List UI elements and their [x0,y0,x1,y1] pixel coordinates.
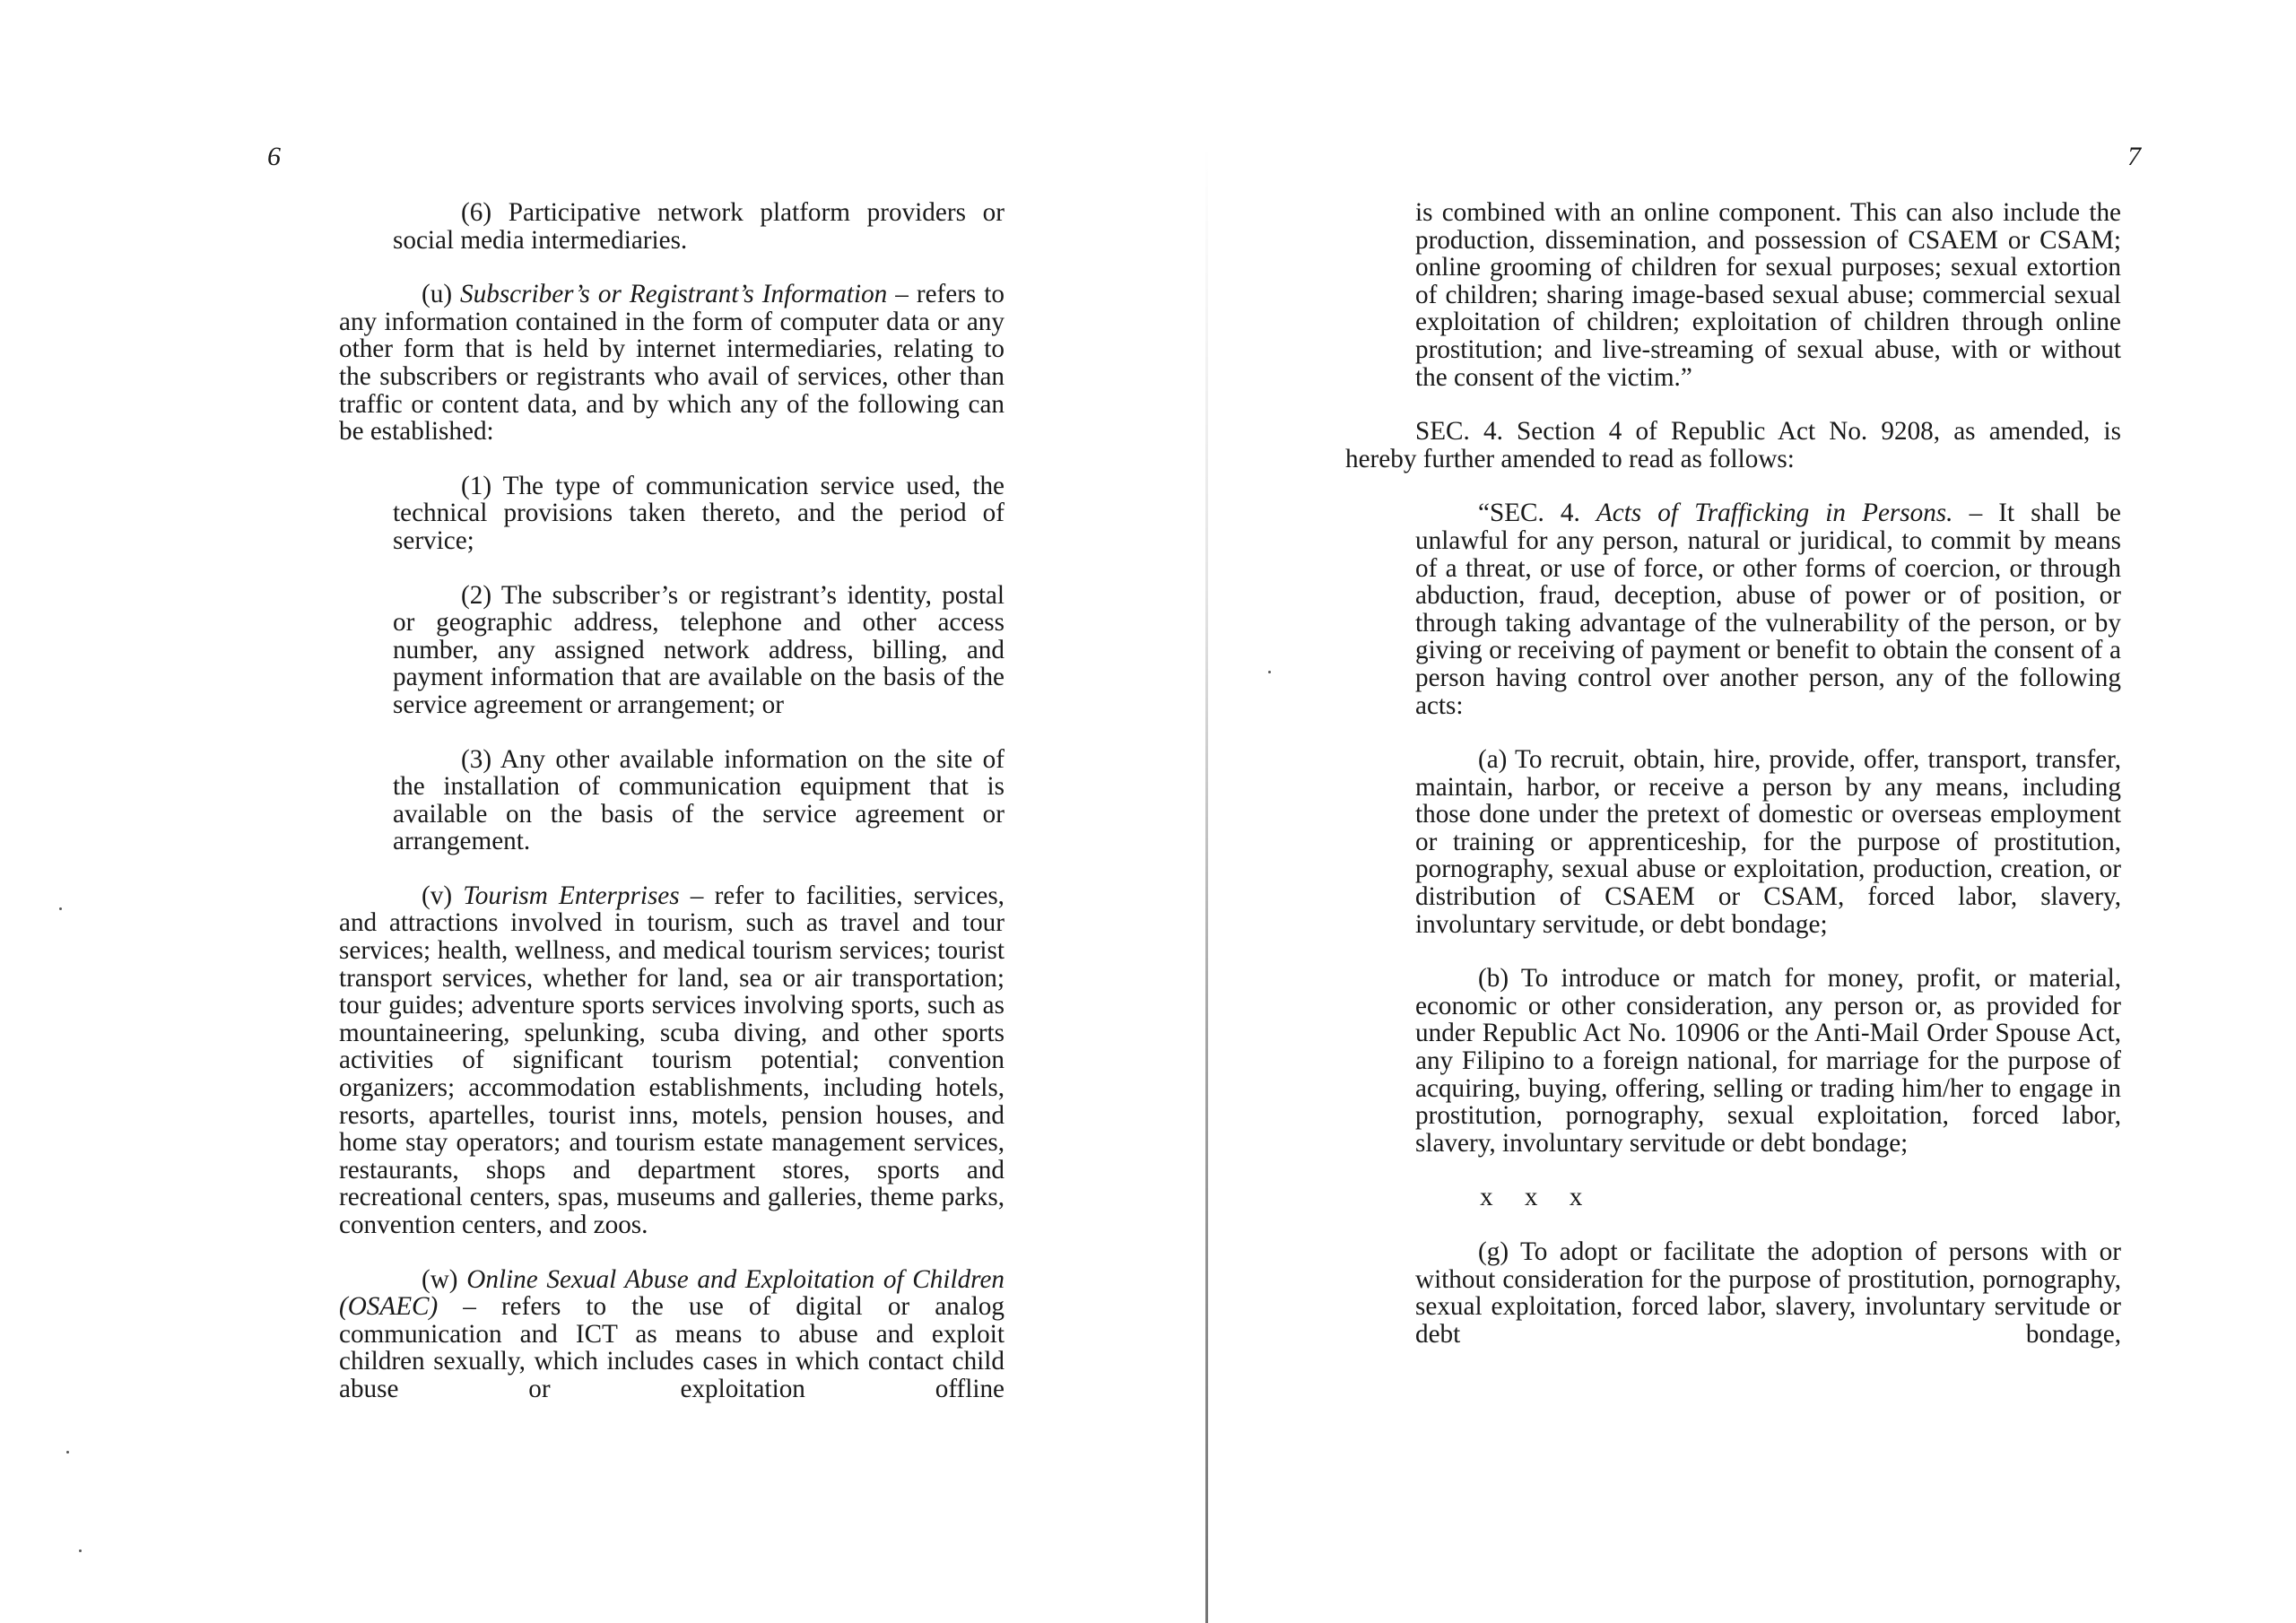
left-page-column [339,199,1004,1430]
term-acts-of-trafficking: Acts of Trafficking in Persons. [1596,499,1953,528]
paragraph-g: (g) To adopt or facilitate the adoption of persons with or without consideration for the purpose of prostitution, pornography, sexual exploitation, forced labor, slavery, involuntary servitude or debt bondage, [1415,1237,2121,1349]
paragraph-a: (a) To recruit, obtain, hire, provide, offer, transport, transfer, maintain, harbor, or receive a person by any means, including those done under the pretext of domestic or overseas employment or training or apprenticeship, for the purpose of prostitution, pornography, sexual abuse or exploitation, production, creation, or distribution of CSAEM or CSAM, forced labor, slavery, involuntary servitude, or debt bondage; [1415,745,2121,939]
page-number-left: 6 [267,142,281,171]
scan-speck [1268,671,1271,673]
page-number-right: 7 [2127,142,2141,171]
term-tourism-enterprises: Tourism Enterprises [463,881,680,910]
paragraph-u-3: (3) Any other available information on the site of the installation of communication equipment that is available on the basis of the service agreement or arrangement. [393,744,1004,856]
omission-mark: x x x [1480,1183,1596,1212]
paragraph-6: (6) Participative network platform providers or social media intermediaries. [393,198,1004,255]
paragraph-u-1: (1) The type of communication service used, the technical provisions taken thereto, and the period of service; [393,471,1004,555]
page-gutter [1205,143,1208,1623]
paragraph-u-2: (2) The subscriber’s or registrant’s identity, postal or geographic address, telephone and other access number, any assigned network address, billing, and payment information that are available on the basis of the service agreement or arrangement; or [393,580,1004,719]
paragraph-b: (b) To introduce or match for money, profit, or material, economic or other consideration, any person or, as provided for under Republic Act No. 10906 or the Anti-Mail Order Spouse Act, any Filipino to a foreign national, for marriage for the purpose of acquiring, buying, offering, selling or trading him/her to engage in prostitution, pornography, sexual exploitation, forced labor, slavery, involuntary servitude or debt bondage; [1415,964,2121,1158]
paragraph-u: (u) Subscriber’s or Registrant’s Information – refers to any information contained in the form of computer data or any other form that is held by internet intermediaries, relating to the subscribers or registrants who avail of services, other than traffic or content data, and by which any of the following can be established: [339,280,1004,447]
paragraph-sec-4-text: “SEC. 4. Acts of Trafficking in Persons. – It shall be unlawful for any person, natural or juridical, to commit by means of a threat, or use of force, or other forms of coercion, or through abduction, fraud, deception, abuse of power or of position, or through taking advantage of the vulnerability of the person, or by giving or receiving of payment or benefit to obtain the consent of a person having control over another person, any of the following acts: [1415,499,2122,720]
right-page-column [1345,199,2121,1375]
paragraph-continuation: is combined with an online component. This can also include the production, dissemination, and possession of CSAEM or CSAM; online grooming of children for sexual purposes; sexual extortion of children; sharing image-based sexual abuse; commercial sexual exploitation of children; exploitation of children through online prostitution; and live-streaming of sexual abuse, with or without the consent of the victim.” [1415,198,2121,392]
paragraph-v: (v) Tourism Enterprises – refer to facilities, services, and attractions involved in tourism, such as travel and tour services; health, wellness, and medical tourism services; tourist transport services, whether for land, sea or air transportation; tour guides; adventure sports services involving sports, such as mountaineering, spelunking, scuba diving, and other sports activities of significant tourism potential; convention organizers; accommodation establishments, including hotels, resorts, apartelles, tourist inns, motels, pension houses, and home stay operators; and tourism estate management services, restaurants, shops and department stores, sports and recreational centers, spas, museums and galleries, theme parks, convention centers, and zoos. [339,881,1004,1239]
paragraph-w: (w) Online Sexual Abuse and Exploitation of Children (OSAEC) – refers to the use of digital or analog communication and ICT as means to abuse and exploit children sexually, which includes cases in which contact child abuse or exploitation offline [339,1264,1004,1403]
paragraph-sec-4-amendment: SEC. 4. Section 4 of Republic Act No. 9208, as amended, is hereby further amended to read as follows: [1345,417,2121,473]
term-subscriber-info: Subscriber’s or Registrant’s Information [460,280,888,309]
scan-speck [59,907,62,910]
scan-speck [79,1549,82,1552]
scan-speck [66,1451,69,1454]
term-osaec: Online Sexual Abuse and Exploitation of Children (OSAEC) [339,1264,1004,1322]
